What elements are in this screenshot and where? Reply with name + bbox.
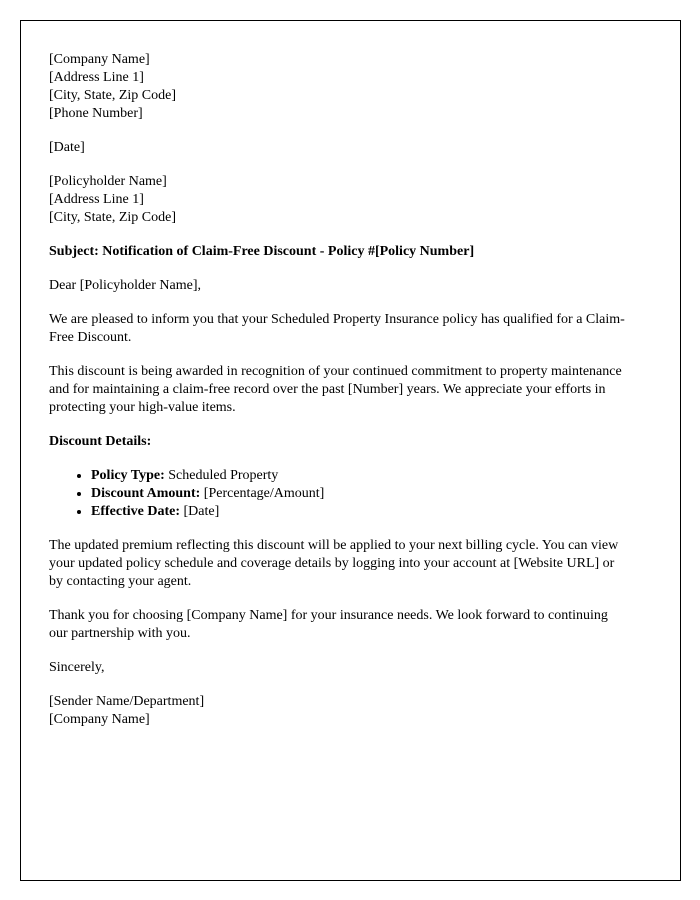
signature-block: [49, 693, 630, 729]
letter-page: [20, 20, 681, 881]
detail-label: Discount Amount:: [91, 486, 201, 501]
paragraph-recognition: This discount is being awarded in recognition of your continued commitment to property maintenance and for maintaining a claim-free record over the past [Number] years. We appreciate your efforts in protecting your high-value items.: [49, 364, 622, 415]
detail-value: [Percentage/Amount]: [203, 486, 325, 501]
paragraph-premium-update: The updated premium reflecting this discount will be applied to your next billing cycle. You can view your updated policy schedule and coverage details by logging into your account at [Website URL] or by contacting your agent.: [49, 538, 619, 589]
discount-details-heading: Discount Details:: [49, 434, 152, 449]
detail-value: [Date]: [183, 504, 220, 519]
paragraph-qualification: We are pleased to inform you that your Scheduled Property Insurance policy has qualified for a Claim-Free Discount.: [49, 312, 625, 345]
signature-company-line: [Company Name]: [49, 712, 150, 727]
closing: Sincerely,: [49, 660, 105, 675]
detail-item-discount-amount: [91, 485, 630, 503]
sender-city-line: [City, State, Zip Code]: [49, 88, 177, 103]
paragraph-thank-you: Thank you for choosing [Company Name] for your insurance needs. We look forward to continuing our partnership with you.: [49, 608, 608, 641]
detail-label: Policy Type:: [91, 468, 165, 483]
subject-line: Subject: Notification of Claim-Free Discount - Policy #[Policy Number]: [49, 244, 475, 259]
sender-address-block: [49, 51, 630, 123]
sender-address-line: [Address Line 1]: [49, 70, 144, 85]
recipient-name-line: [Policyholder Name]: [49, 174, 167, 189]
sender-phone-line: [Phone Number]: [49, 106, 143, 121]
detail-item-policy-type: [91, 467, 630, 485]
salutation: Dear [Policyholder Name],: [49, 278, 201, 293]
discount-details-list: [49, 467, 630, 521]
sender-company-line: [Company Name]: [49, 52, 150, 67]
recipient-address-line: [Address Line 1]: [49, 192, 144, 207]
detail-item-effective-date: [91, 503, 630, 521]
recipient-address-block: [49, 173, 630, 227]
signature-sender-line: [Sender Name/Department]: [49, 694, 205, 709]
detail-value: Scheduled Property: [168, 468, 279, 483]
date-line: [Date]: [49, 140, 85, 155]
detail-label: Effective Date:: [91, 504, 181, 519]
recipient-city-line: [City, State, Zip Code]: [49, 210, 177, 225]
